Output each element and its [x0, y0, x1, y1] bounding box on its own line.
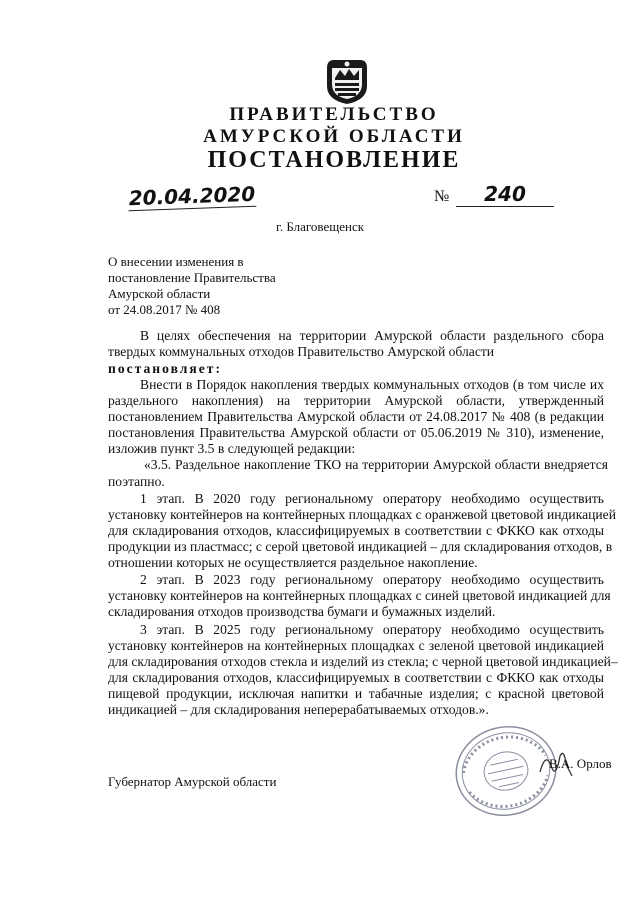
body-line: поэтапно.	[108, 474, 165, 489]
body-line: пищевой продукции, исключая напитки и табачные изделия; с красной цветовой	[108, 686, 604, 701]
handwritten-number: 240	[456, 182, 554, 207]
subject-line: О внесении изменения в	[108, 254, 244, 269]
body-line: для складирования отходов, классифицируемых в соответствии с ФККО как отходы	[108, 523, 604, 538]
government-title: ПРАВИТЕЛЬСТВО	[229, 104, 439, 125]
body-line: складирования отходов производства бумаги и бумажных изделий.	[108, 604, 496, 619]
handwritten-date: 20.04.2020	[128, 181, 256, 211]
body-line: для складирования отходов стекла и изделий из стекла; с черной цветовой индикацией–	[108, 654, 618, 669]
body-line: В целях обеспечения на территории Амурской области раздельного сбора	[140, 328, 604, 343]
number-label: №	[434, 188, 450, 205]
body-line: продукции из пластмасс; с серой цветовой индикацией – для складирования отходов, в	[108, 539, 613, 554]
body-line: для складирования отходов, классифицируемых в соответствии с ФККО как отходы	[108, 670, 604, 685]
city-line: г. Благовещенск	[275, 219, 365, 234]
body-line: Внести в Порядок накопления твердых коммунальных отходов (в том числе их	[140, 377, 604, 392]
body-line: раздельного накопления) на территории Амурской области, утвержденный	[108, 393, 604, 408]
region-title: АМУРСКОЙ ОБЛАСТИ	[203, 126, 465, 147]
resolution-keyword: постановляет:	[108, 361, 222, 376]
body-line: твердых коммунальных отходов Правительство Амурской области	[108, 344, 495, 359]
body-line: постановления Правительства Амурской области от 05.06.2019 № 310), изменение,	[108, 425, 604, 440]
body-line: установку контейнеров на контейнерных площадках с оранжевой цветовой индикацией	[108, 507, 616, 522]
body-line: установку контейнеров на контейнерных площадках с синей цветовой индикацией для	[108, 588, 611, 603]
subject-line: постановление Правительства	[108, 270, 276, 285]
body-line: индикацией – для складирования неперерабатываемых отходов.».	[108, 702, 489, 717]
body-line: изложив пункт 3.5 в следующей редакции:	[108, 441, 356, 456]
signer-name: В.А. Орлов	[549, 756, 612, 771]
body-line: установку контейнеров на контейнерных площадках с зеленой цветовой индикацией	[108, 638, 604, 653]
body-line: постановлением Правительства Амурской области от 24.08.2017 № 408 (в редакции	[108, 409, 604, 424]
document-type-title: ПОСТАНОВЛЕНИЕ	[207, 147, 461, 173]
body-line: 3 этап. В 2025 году региональному оператору необходимо осуществить	[140, 622, 604, 637]
subject-line: от 24.08.2017 № 408	[108, 302, 221, 317]
coat-of-arms-emblem	[322, 56, 372, 106]
governor-position: Губернатор Амурской области	[108, 774, 277, 789]
body-line: 1 этап. В 2020 году региональному оператору необходимо осуществить	[140, 491, 604, 506]
subject-line: Амурской области	[108, 286, 211, 301]
body-line: отношении которых не осуществляется раздельное накопление.	[108, 555, 478, 570]
body-line: 2 этап. В 2023 году региональному оператору необходимо осуществить	[140, 572, 604, 587]
body-line: «3.5. Раздельное накопление ТКО на территории Амурской области внедряется	[144, 457, 608, 472]
